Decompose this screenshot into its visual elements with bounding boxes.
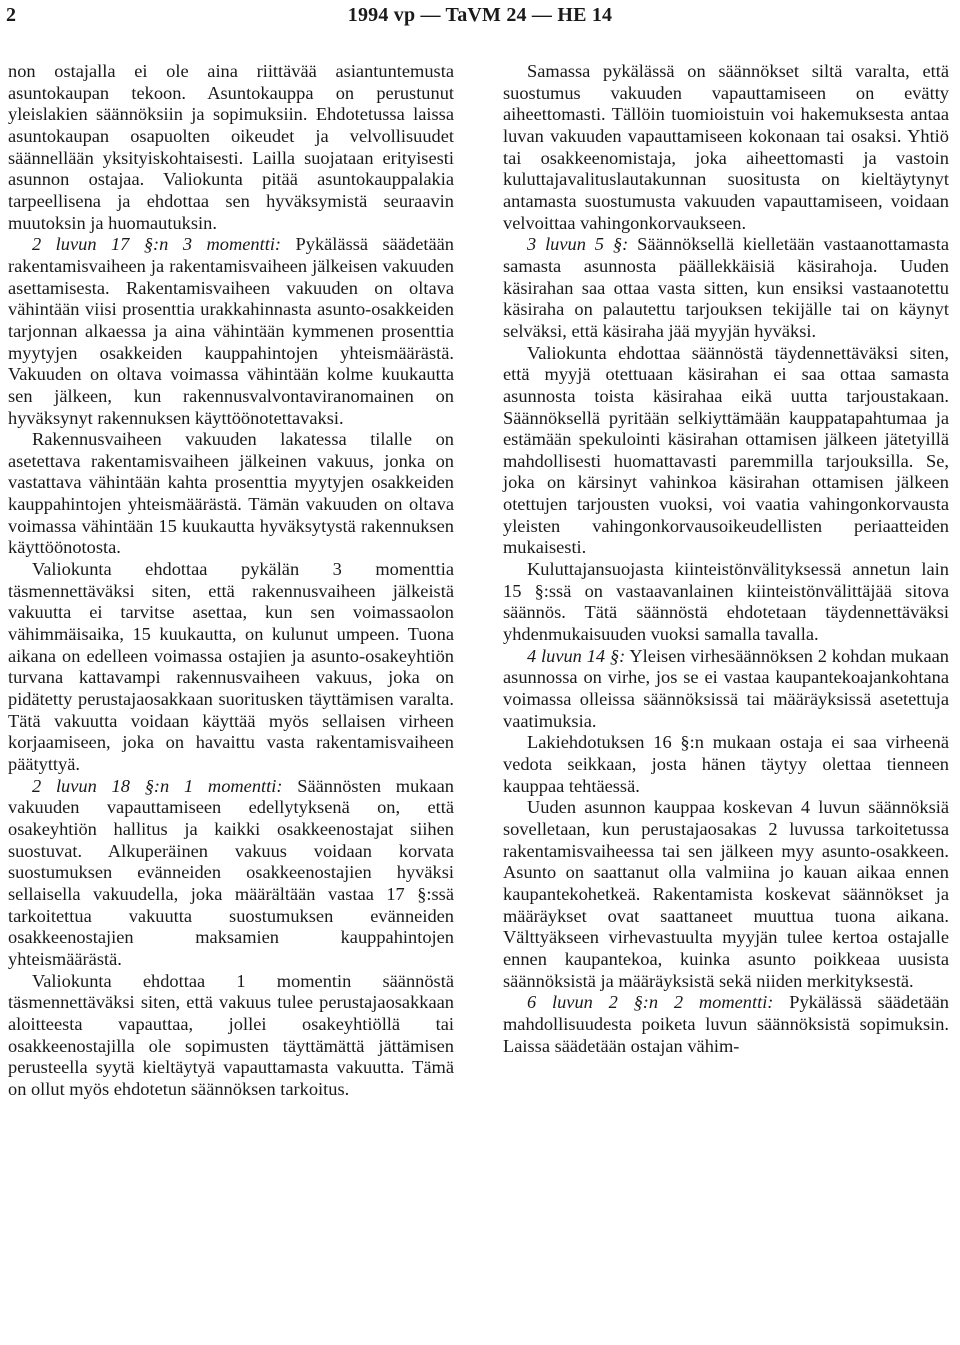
paragraph: Lakiehdotuksen 16 §:n mukaan ostaja ei saa virheenä vedota seikkaan, josta hänen täytyy olettaa tienneen kauppaa tehtäessä.: [503, 732, 949, 796]
page-header: [0, 0, 960, 40]
paragraph: Valiokunta ehdottaa 1 momentin säännöstä täsmennettäväksi siten, että vakuus tulee perustajaosakkaan aloitteesta vapauttaa, jollei osakeyhtiöllä tai osakkeenostajilla ole sopimusten täyttämättä jättämisen perusteella syytä kieltäytyä vapauttamasta vakuutta. Tämä on ollut myös ehdotetun säännöksen tarkoitus.: [8, 970, 454, 1099]
section-reference: 2 luvun 18 §:n 1 momentti:: [32, 775, 283, 796]
paragraph: 2 luvun 17 §:n 3 momentti: Pykälässä säädetään rakentamisvaiheen ja rakentamisvaiheen jälkeisen vakuuden asettamisesta. Rakentamisvaiheen vakuuden on oltava vähintään viisi prosenttia urakkahinnasta asunto-osakkeiden tarjonnan alkaessa ja aina vähintään kymmenen prosenttia myytyjen osakkeiden kauppahintojen yhteismäärästä. Vakuuden on oltava voimassa vähintään kolme kuukautta sen jälkeen, kun rakennusvalvontaviranomainen on hyväksynyt rakennuksen käyttöönotettavaksi.: [8, 234, 454, 428]
running-head: 1994 vp — TaVM 24 — HE 14: [347, 4, 613, 26]
section-reference: 4 luvun 14 §:: [527, 645, 626, 666]
section-reference: 2 luvun 17 §:n 3 momentti:: [32, 234, 282, 255]
paragraph: 2 luvun 18 §:n 1 momentti: Säännösten mukaan vakuuden vapauttamiseen edellytyksenä on, että osakeyhtiön hallitus ja kaikki osakkeenostajat siihen suostuvat. Alkuperäinen vakuus voidaan korvata suostumuksen evänneiden osakkeenostajien hyväksi sellaisella vakuudella, joka määrältään vastaa 17 §:ssä tarkoitettua vakuutta suostumuksen evänneiden osakkeenostajien maksamien kauppahintojen yhteismäärästä.: [8, 775, 454, 969]
left-column: [8, 61, 454, 1101]
section-reference: 6 luvun 2 §:n 2 momentti:: [527, 992, 774, 1013]
section-reference: 3 luvun 5 §:: [527, 234, 629, 255]
paragraph: 3 luvun 5 §: Säännöksellä kielletään vastaanottamasta samasta asunnosta päällekkäisiä käsirahoja. Uuden käsirahan saa ottaa vasta sitten, kun ensiksi vastaanotettu käsiraha on palautettu tarjouksen tekijälle tai on käynyt selväksi, että käsiraha jää myyjän hyväksi.: [503, 234, 949, 341]
paragraph: Samassa pykälässä on säännökset siltä varalta, että suostumus vakuuden vapauttamiseen on evätty aiheettomasti. Tällöin tuomioistuin voi hakemuksesta antaa luvan vakuuden vapauttamiseen kokonaan tai osaksi. Yhtiö tai osakkeenomistaja, joka aiheettomasti ja vastoin kuluttajavalituslautakunnan suositusta on kieltäytynyt antamasta suostumusta vakuuden vapauttamiseen, voidaan velvoittaa vahingonkorvaukseen.: [503, 61, 949, 233]
paragraph: Uuden asunnon kauppaa koskevan 4 luvun säännöksiä sovelletaan, kun perustajaosakas 2 luvussa tarkoitetussa rakentamisvaiheessa tai sen jälkeen myy asunto-osakkeen. Asunto on saattanut olla valmiina jo kauan aikaa ennen kaupantekohetkeä. Rakentamista koskevat säännökset ja määräykset ovat saattaneet muuttua tuona aikana. Välttyäkseen virhevastuulta myyjän tulee kertoa ostajalle ennen kaupantekoa, kuinka asunto poikkeaa uusista säännöksistä ja määräyksistä sekä niiden merkityksestä.: [503, 797, 949, 991]
page-number: 2: [6, 4, 16, 26]
paragraph: Valiokunta ehdottaa pykälän 3 momenttia täsmennettäväksi siten, että rakennusvaiheen jälkeistä vakuutta ei tarvitse asettaa, kun sen voimassaolon vähimmäisaika, 15 kuukautta, on kulunut umpeen. Tuona aikana on edelleen voimassa ostajien ja asunto-osakeyhtiön turvana kattavampi rakennusvaiheen vakuus, joka on pidätetty perustajaosakkaan suoritusken täyttämisen varalta. Tätä vakuutta voidaan käyttää myös sellaisen virheen korjaamiseen, joka on havaittu vasta rakentamisvaiheen päätyttyä.: [8, 559, 454, 774]
paragraph: 4 luvun 14 §: Yleisen virhesäännöksen 2 kohdan mukaan asunnossa on virhe, jos se ei vastaa kaupantekoajankohtana voimassa olleissa säännöksissä tai määräyksissä asetettuja vaatimuksia.: [503, 645, 949, 731]
paragraph: non ostajalla ei ole aina riittävää asiantuntemusta asuntokaupan tekoon. Asuntokauppa on perustunut yleislakien säännöksiin ja sopimuksiin. Ehdotetussa laissa asuntokaupan osapuolten oikeudet ja velvollisuudet säännellään yksityiskohtaisesti. Lailla suojataan erityisesti asunnon ostajaa. Valiokunta pitää asuntokauppalakia tarpeellisena ja ehdottaa sen hyväksymistä seuraavin muutoksin ja huomautuksin.: [8, 61, 454, 233]
paragraph: Rakennusvaiheen vakuuden lakatessa tilalle on asetettava rakentamisvaiheen jälkeinen vakuus, jonka on vastattava vähintään kahta prosenttia myytyjen osakkeiden kauppahintojen yhteismäärästä. Tämän vakuuden on oltava voimassa vähintään 15 kuukautta hyväksytystä rakennuksen käyttöönotosta.: [8, 429, 454, 558]
right-column: [503, 61, 949, 1057]
paragraph: Kuluttajansuojasta kiinteistönvälityksessä annetun lain 15 §:ssä on vastaavanlainen kiinteistönvälittäjää sitova säännös. Tätä säännöstä ehdotetaan täydennettäväksi yhdenmukaisuuden vuoksi samalla tavalla.: [503, 559, 949, 645]
paragraph: 6 luvun 2 §:n 2 momentti: Pykälässä säädetään mahdollisuudesta poiketa luvun säännöksistä sopimuksin. Laissa säädetään ostajan vähim-: [503, 992, 949, 1056]
paragraph: Valiokunta ehdottaa säännöstä täydennettäväksi siten, että myyjä otettuaan käsirahan ei saa ottaa samasta asunnosta toista käsirahaa eikä uutta tarjoustakaan. Säännöksellä pyritään selkiyttämään kauppatapahtumaa ja estämään spekulointi käsirahan ottamisen jälkeen jätetyillä mahdollisesti huomattavasti paremmilla tarjouksilla. Se, joka on kärsinyt vahinkoa käsirahan ottamisen jälkeen otettujen tarjousten vuoksi, voi vaatia vahingonkorvausta yleisten vahingonkorvausoikeudellisten periaatteiden mukaisesti.: [503, 342, 949, 558]
